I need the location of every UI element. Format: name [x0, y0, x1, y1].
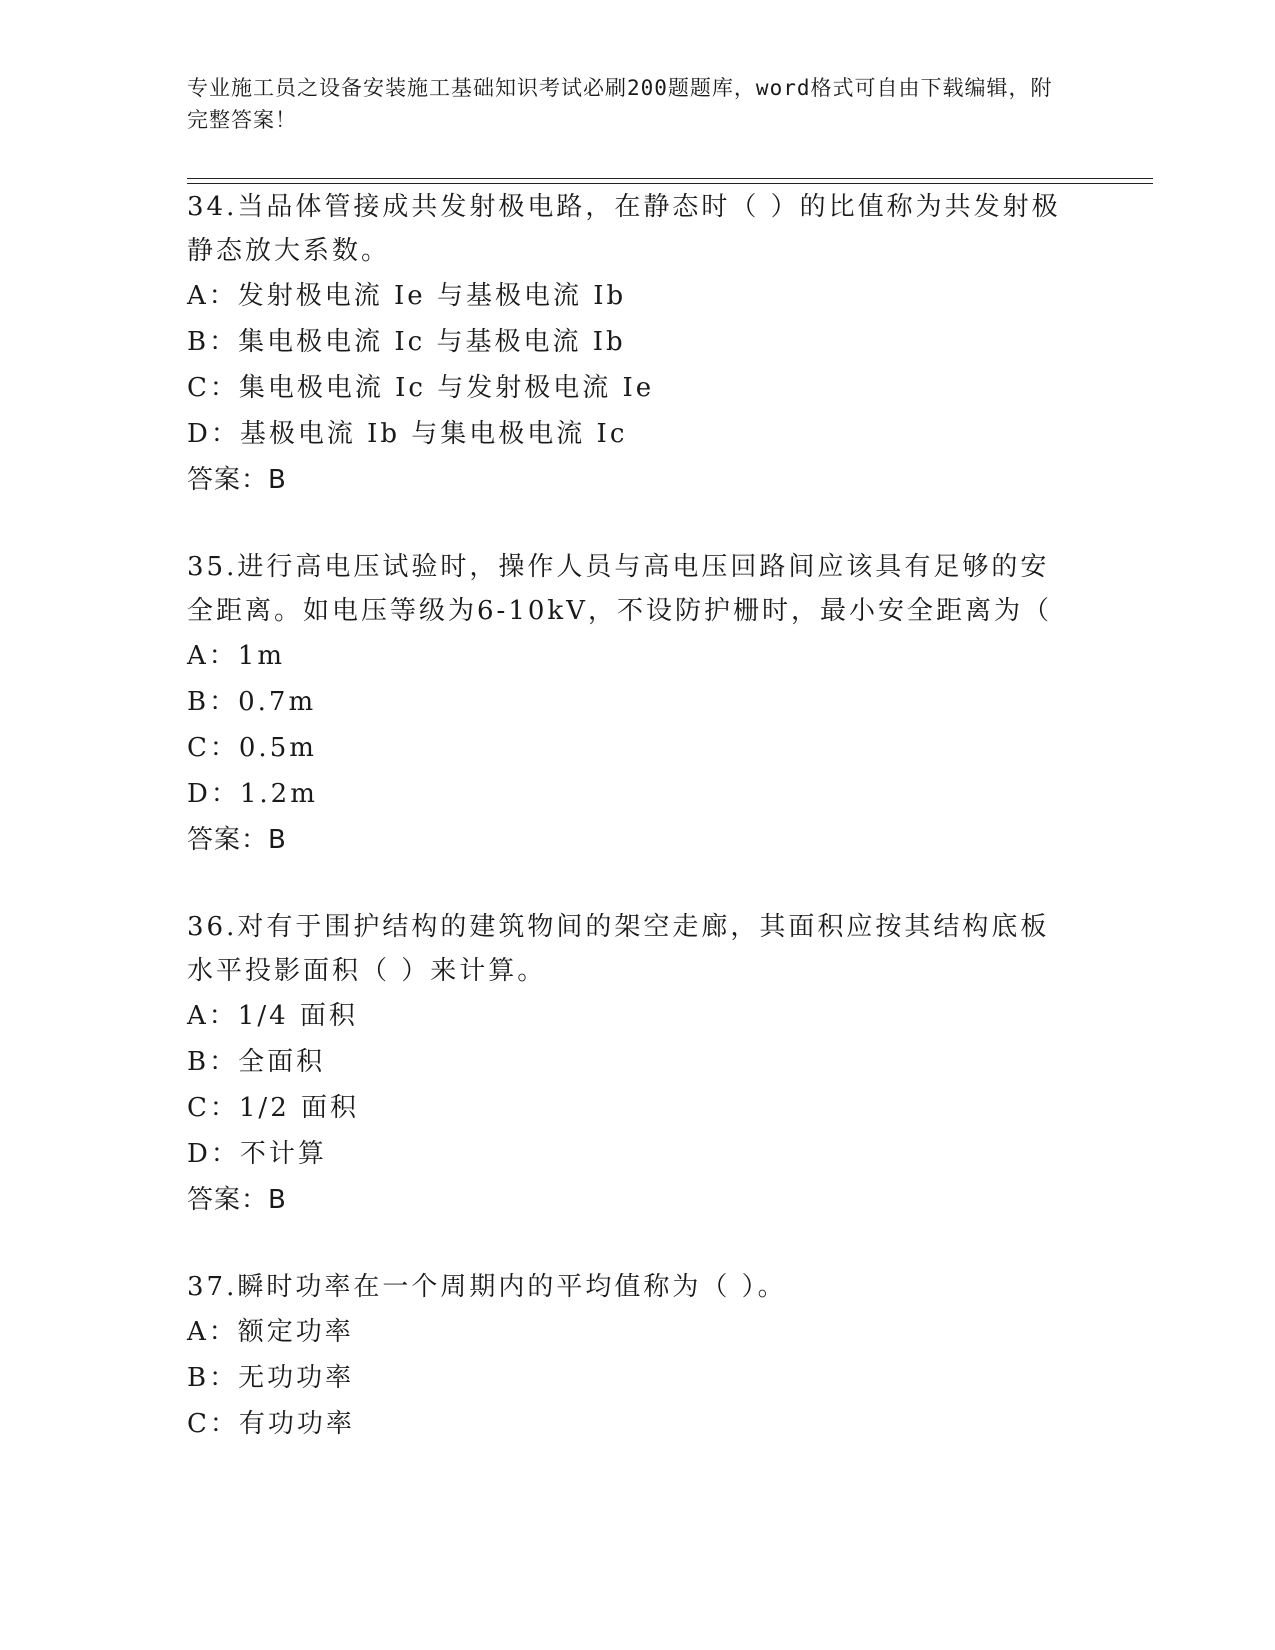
question-35: [187, 545, 1067, 863]
question-stem: 36.对有于围护结构的建筑物间的架空走廊，其面积应按其结构底板水平投影面积（ ）来计算。: [187, 912, 1050, 986]
question-stem: 35.进行高电压试验时，操作人员与高电压回路间应该具有足够的安全距离。如电压等级为6-10kV，不设防护栅时，最小安全距离为（: [187, 552, 1052, 626]
option-a: A：1/4 面积: [187, 1001, 358, 1031]
option-b: B：0.7m: [187, 687, 317, 717]
option-d: D：1.2m: [187, 779, 318, 809]
question-36: [187, 905, 1067, 1223]
answer-line: 答案：B: [187, 1185, 287, 1215]
option-c: C：0.5m: [187, 733, 317, 763]
question-stem: 34.当品体管接成共发射极电路，在静态时（ ）的比值称为共发射极静态放大系数。: [187, 192, 1061, 266]
question-37: [187, 1265, 1067, 1447]
header-divider-top: [187, 178, 1153, 179]
option-c: C：有功功率: [187, 1409, 355, 1439]
option-a: A：额定功率: [187, 1317, 354, 1347]
option-c: C：集电极电流 Ic 与发射极电流 Ie: [187, 373, 655, 403]
answer-line: 答案：B: [187, 465, 287, 495]
option-a: A：1m: [187, 641, 285, 671]
option-d: D：基极电流 Ib 与集电极电流 Ic: [187, 419, 628, 449]
option-b: B：全面积: [187, 1047, 326, 1077]
option-a: A：发射极电流 Ie 与基极电流 Ib: [187, 281, 627, 311]
option-b: B：无功功率: [187, 1363, 355, 1393]
question-34: [187, 185, 1067, 503]
header-divider-bottom: [187, 183, 1153, 184]
answer-line: 答案：B: [187, 825, 287, 855]
question-stem: 37.瞬时功率在一个周期内的平均值称为（ ）。: [187, 1272, 787, 1302]
option-d: D：不计算: [187, 1139, 327, 1169]
option-c: C：1/2 面积: [187, 1093, 360, 1123]
document-header: 专业施工员之设备安装施工基础知识考试必刷200题题库，word格式可自由下载编辑，附完整答案！: [187, 76, 1053, 132]
option-b: B：集电极电流 Ic 与基极电流 Ib: [187, 327, 626, 357]
